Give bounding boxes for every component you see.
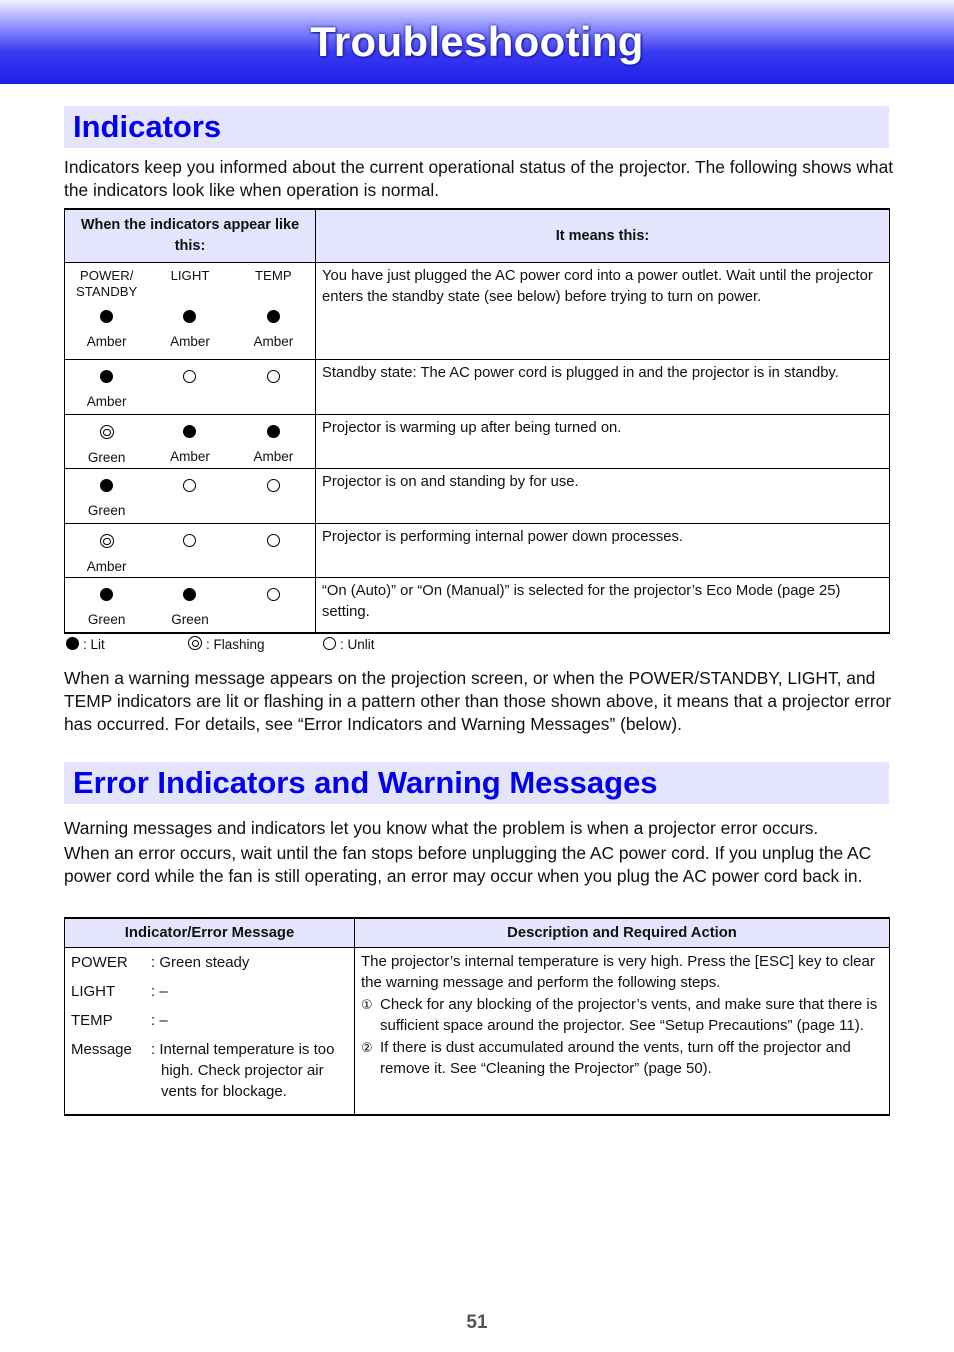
indicator-pattern-cell	[65, 360, 316, 415]
errors-intro-2: When an error occurs, wait until the fan stops before unplugging the AC power cord. If you unplug the AC power cord while the fan is still operating, an error may occur when you plug the AC power cord back in.	[64, 843, 872, 886]
errors-section-header	[64, 762, 889, 804]
header-meaning: It means this:	[316, 209, 890, 263]
table-row	[65, 578, 890, 633]
lamp	[232, 263, 315, 350]
lit-icon	[183, 425, 196, 438]
indicator-pattern-cell	[65, 524, 316, 578]
lamp	[148, 578, 231, 628]
indicator-pattern-cell	[65, 469, 316, 524]
lamp-color: Amber	[86, 559, 127, 574]
lamp-color: Green	[171, 612, 209, 627]
lamp-color: Amber	[170, 334, 210, 349]
header-appearance: When the indicators appear like this:	[65, 209, 316, 263]
meaning-cell: “On (Auto)” or “On (Manual)” is selected for the projector’s Eco Mode (page 25) setting.	[316, 578, 890, 633]
lamp-color: Amber	[253, 449, 294, 464]
meaning-cell: Projector is warming up after being turned on.	[316, 415, 890, 469]
flashing-icon	[100, 534, 114, 548]
unlit-icon	[183, 370, 196, 383]
table-row	[65, 469, 890, 524]
lit-icon	[100, 479, 113, 492]
legend-lit: : Lit	[66, 636, 105, 654]
indicator-pattern-cell	[65, 578, 316, 633]
table-row	[65, 948, 890, 1116]
lamp-color: Amber	[253, 334, 294, 349]
lamp-name: TEMP	[255, 268, 292, 283]
unlit-icon	[183, 534, 196, 547]
unlit-icon	[267, 534, 280, 547]
lit-icon	[100, 310, 113, 323]
errors-table	[64, 917, 890, 1116]
lamp	[65, 524, 148, 575]
table-row	[65, 415, 890, 469]
step-number: ①	[361, 997, 373, 1012]
indicators-heading: Indicators	[73, 109, 222, 144]
lit-icon	[100, 588, 113, 601]
lamp	[148, 263, 231, 350]
indicator-entry	[71, 1010, 348, 1031]
header-description: Description and Required Action	[355, 918, 890, 948]
lamp-color: Amber	[170, 449, 210, 464]
legend-flashing: : Flashing	[188, 636, 265, 654]
lamp-color: Amber	[86, 394, 127, 409]
lamp	[65, 578, 148, 628]
step-text: Check for any blocking of the projector’s vents, and make sure that there is sufficient space around the projector. See “Setup Precautions” (page 11).	[380, 996, 878, 1034]
step-text: If there is dust accumulated around the vents, turn off the projector and remove it. See “Cleaning the Projector” (page 50).	[380, 1039, 851, 1077]
table-row	[65, 360, 890, 415]
indicators-table	[64, 208, 890, 634]
indicator-value: : Green steady	[151, 954, 250, 971]
lamp	[232, 360, 315, 410]
lamp-color: Green	[87, 503, 126, 518]
indicator-value: : –	[151, 983, 168, 1000]
meaning-cell: Projector is on and standing by for use.	[316, 469, 890, 524]
lamp-name: POWER/ STANDBY	[76, 268, 138, 299]
indicator-value: : Internal temperature is too high. Check projector air vents for blockage.	[151, 1041, 335, 1100]
header-indicator-message: Indicator/Error Message	[65, 918, 355, 948]
table-row	[65, 524, 890, 578]
indicators-outro: When a warning message appears on the projection screen, or when the POWER/STANDBY, LIGHT, and TEMP indicators are lit or flashing in a pattern other than those shown above, it means that a projector error has occurred. For details, see “Error Indicators and Warning Messages” (below).	[64, 668, 892, 734]
meaning-cell: Standby state: The AC power cord is plugged in and the projector is in standby.	[316, 360, 890, 415]
indicators-section-header	[64, 106, 889, 148]
lit-icon	[267, 310, 280, 323]
lamp	[148, 524, 231, 575]
indicator-key: LIGHT	[71, 983, 116, 1000]
legend-unlit: : Unlit	[323, 636, 375, 654]
action-step	[361, 1037, 883, 1079]
lamp	[65, 360, 148, 410]
lamp	[65, 263, 148, 350]
indicator-key: TEMP	[71, 1012, 113, 1029]
flashing-icon	[188, 636, 202, 650]
indicators-intro: Indicators keep you informed about the current operational status of the projector. The following shows what the indicators look like when operation is normal.	[64, 157, 894, 200]
title-banner	[0, 0, 954, 84]
lit-icon	[66, 637, 79, 650]
errors-table-header	[65, 918, 890, 948]
unlit-icon	[267, 588, 280, 601]
lamp	[148, 469, 231, 519]
meaning-cell: You have just plugged the AC power cord into a power outlet. Wait until the projector enters the standby state (see below) before trying to turn on power.	[316, 263, 890, 360]
table-row	[65, 263, 890, 360]
lamp	[232, 469, 315, 519]
flashing-icon	[100, 425, 114, 439]
meaning-cell: Projector is performing internal power down processes.	[316, 524, 890, 578]
lit-icon	[183, 588, 196, 601]
lamp	[232, 415, 315, 466]
indicator-message-cell	[65, 948, 355, 1116]
indicator-pattern-cell	[65, 415, 316, 469]
indicator-entry	[71, 981, 348, 1002]
unlit-icon	[323, 637, 336, 650]
lit-icon	[183, 310, 196, 323]
indicator-entry	[71, 1039, 348, 1102]
lit-icon	[100, 370, 113, 383]
unlit-icon	[183, 479, 196, 492]
lit-icon	[267, 425, 280, 438]
indicator-value: : –	[151, 1012, 168, 1029]
errors-intro-1: Warning messages and indicators let you know what the problem is when a projector error occurs.	[64, 818, 819, 838]
lamp-color: Green	[87, 450, 126, 465]
description-cell	[355, 948, 890, 1116]
lamp	[232, 524, 315, 575]
action-step	[361, 994, 883, 1036]
lamp-name: LIGHT	[170, 268, 210, 283]
lamp	[148, 360, 231, 410]
indicator-pattern-cell	[65, 263, 316, 360]
unlit-icon	[267, 370, 280, 383]
description-text: The projector’s internal temperature is very high. Press the [ESC] key to clear the warning message and perform the following steps.	[361, 953, 875, 991]
lamp-color: Green	[87, 612, 126, 627]
lamp	[65, 415, 148, 466]
page-number: 51	[466, 1312, 488, 1333]
lamp-color: Amber	[86, 334, 127, 349]
lamp	[65, 469, 148, 519]
indicators-table-header	[65, 209, 890, 263]
lamp	[232, 578, 315, 628]
errors-heading: Error Indicators and Warning Messages	[73, 765, 658, 800]
indicator-entry	[71, 952, 348, 973]
step-number: ②	[361, 1040, 373, 1055]
page-title: Troubleshooting	[310, 18, 644, 65]
indicator-key: POWER	[71, 954, 128, 971]
indicator-key: Message	[71, 1041, 132, 1058]
lamp	[148, 415, 231, 466]
unlit-icon	[267, 479, 280, 492]
